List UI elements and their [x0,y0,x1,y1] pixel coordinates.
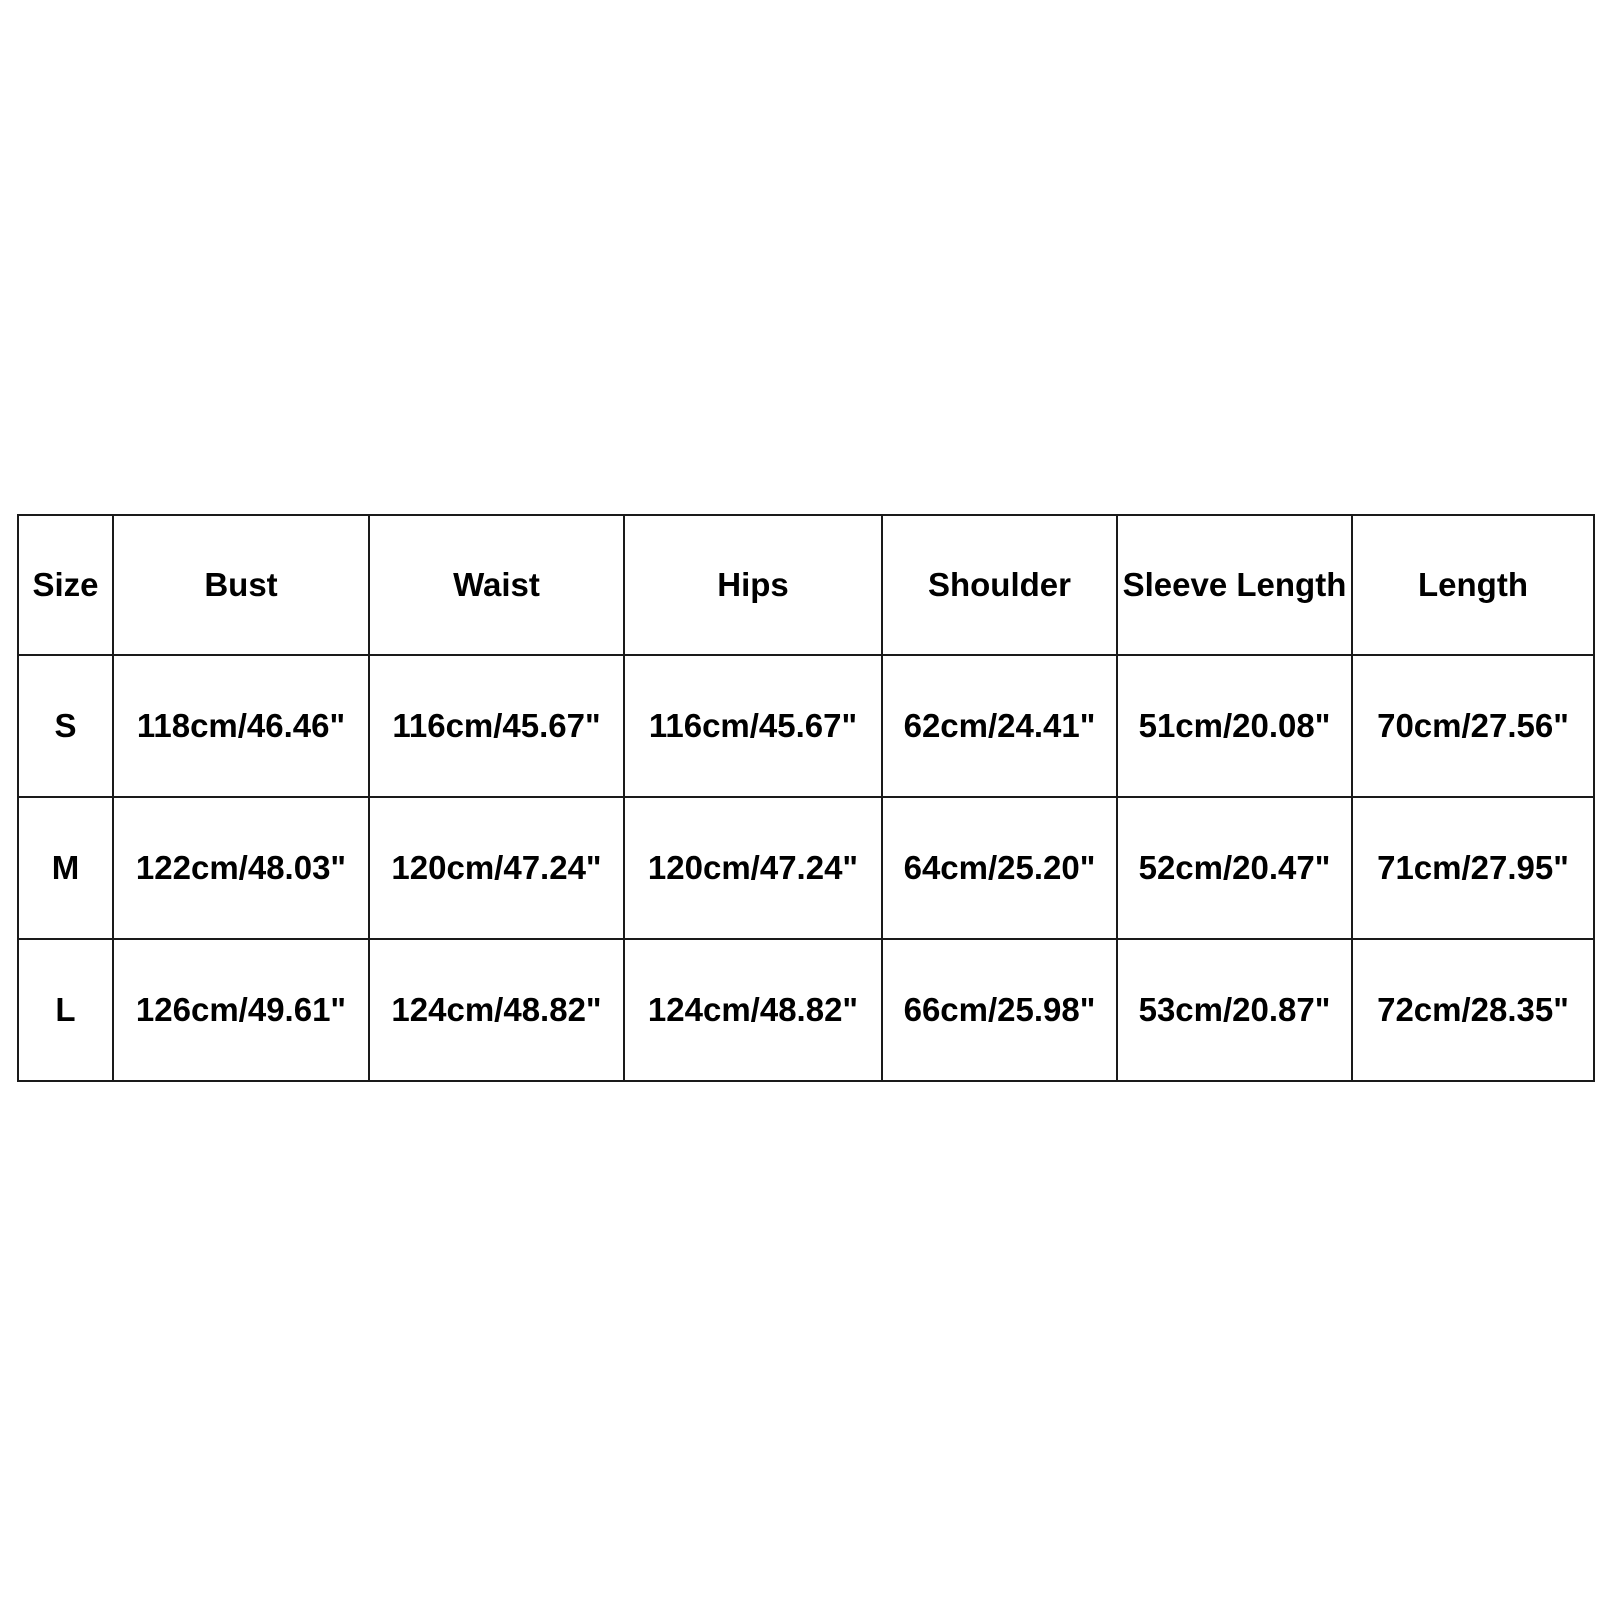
size-chart-table [17,514,1595,1082]
header-row [18,515,1594,655]
header-sleeve-length: Sleeve Length [1117,515,1352,655]
shoulder-cell: 62cm/24.41" [882,655,1117,797]
waist-cell: 124cm/48.82" [369,939,624,1081]
header-length: Length [1352,515,1594,655]
header-bust: Bust [113,515,369,655]
sleeve-length-cell: 53cm/20.87" [1117,939,1352,1081]
bust-cell: 122cm/48.03" [113,797,369,939]
header-size: Size [18,515,113,655]
sleeve-length-cell: 51cm/20.08" [1117,655,1352,797]
table-row [18,655,1594,797]
hips-cell: 124cm/48.82" [624,939,882,1081]
bust-cell: 118cm/46.46" [113,655,369,797]
waist-cell: 120cm/47.24" [369,797,624,939]
size-cell: M [18,797,113,939]
length-cell: 72cm/28.35" [1352,939,1594,1081]
header-shoulder: Shoulder [882,515,1117,655]
header-hips: Hips [624,515,882,655]
table-row [18,797,1594,939]
shoulder-cell: 66cm/25.98" [882,939,1117,1081]
bust-cell: 126cm/49.61" [113,939,369,1081]
size-cell: S [18,655,113,797]
header-waist: Waist [369,515,624,655]
table-body [18,655,1594,1081]
size-cell: L [18,939,113,1081]
length-cell: 71cm/27.95" [1352,797,1594,939]
table-row [18,939,1594,1081]
hips-cell: 116cm/45.67" [624,655,882,797]
table-header [18,515,1594,655]
hips-cell: 120cm/47.24" [624,797,882,939]
waist-cell: 116cm/45.67" [369,655,624,797]
sleeve-length-cell: 52cm/20.47" [1117,797,1352,939]
length-cell: 70cm/27.56" [1352,655,1594,797]
shoulder-cell: 64cm/25.20" [882,797,1117,939]
